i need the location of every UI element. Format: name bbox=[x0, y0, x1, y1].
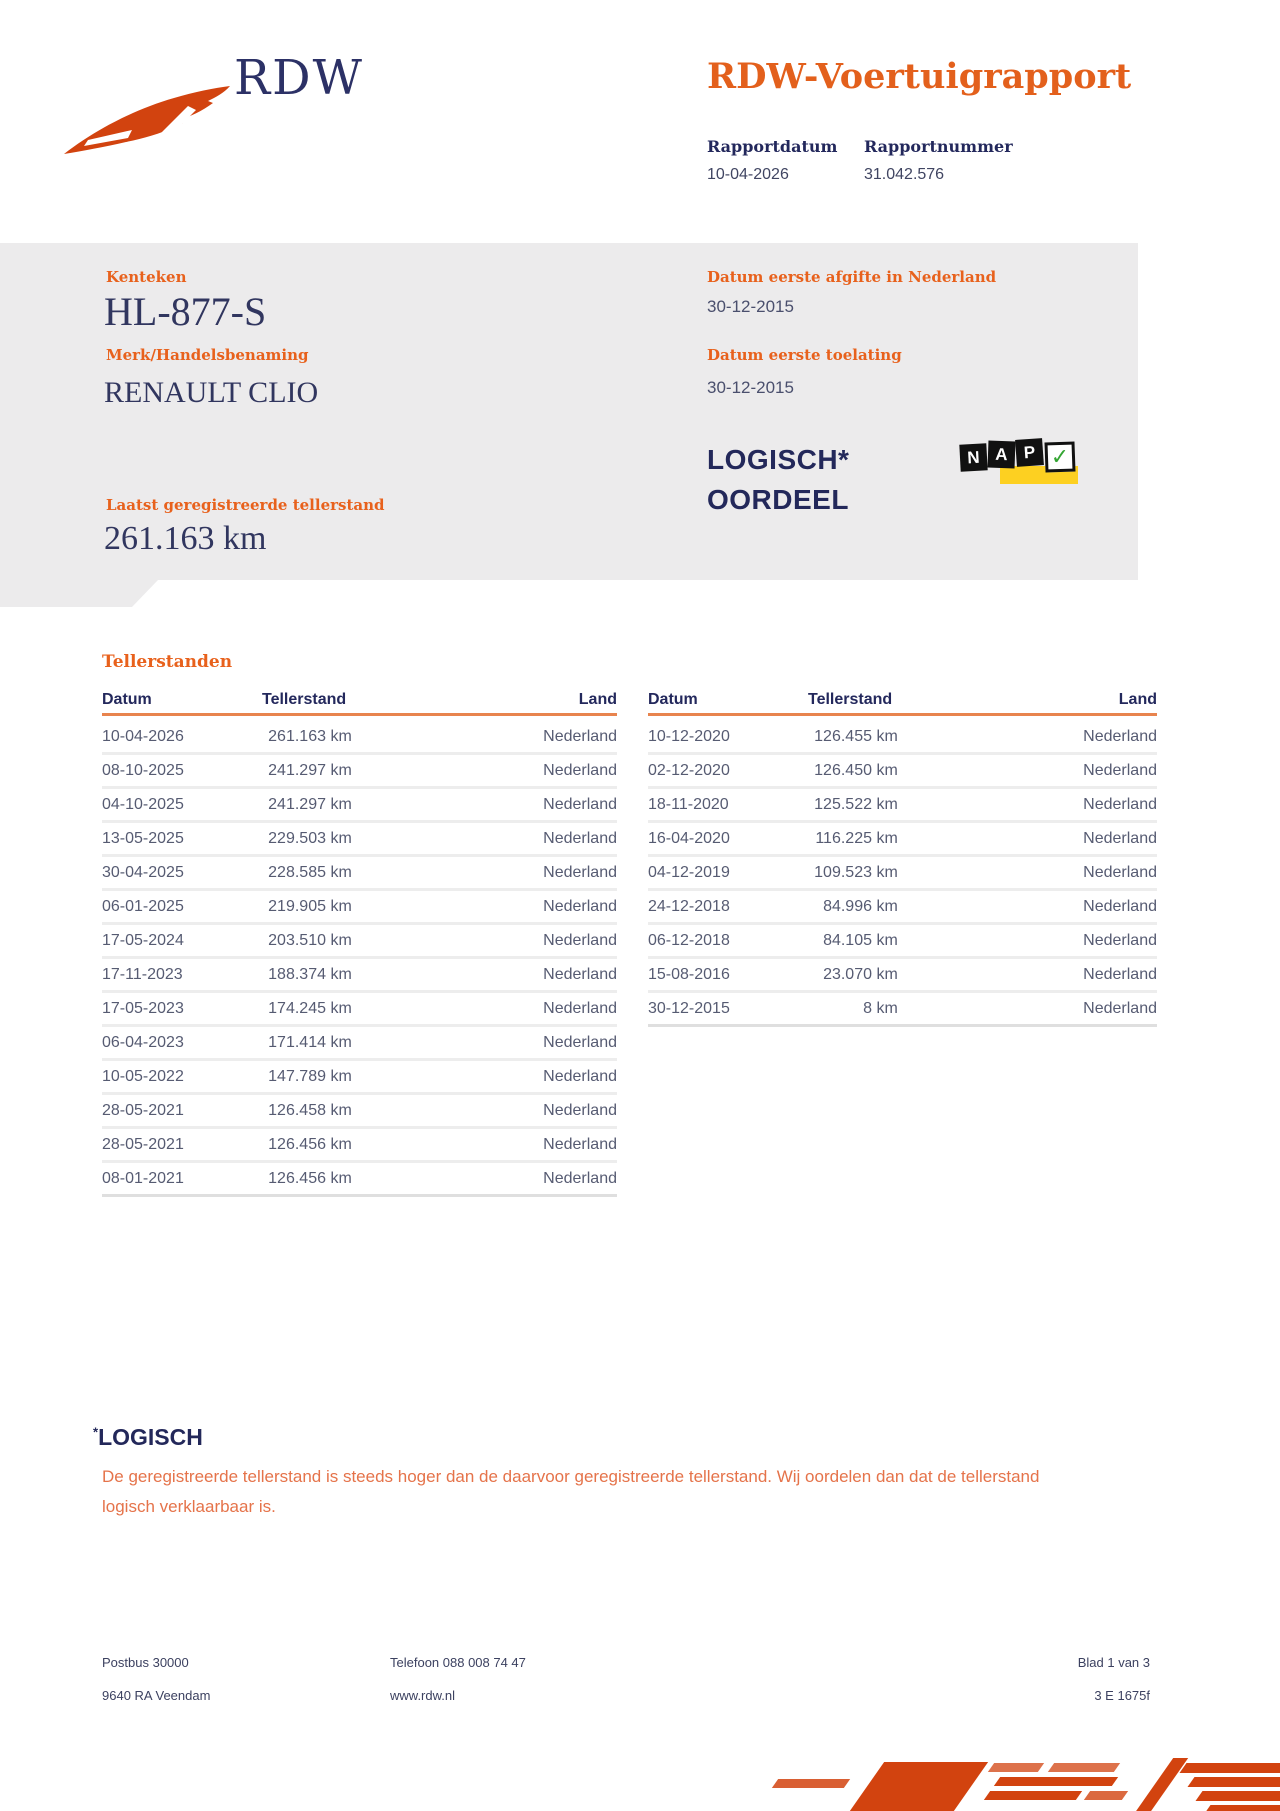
row-tellerstand: 126.450 km bbox=[814, 761, 898, 779]
table-row bbox=[648, 823, 1157, 857]
column-header-tellerstand: Tellerstand bbox=[262, 691, 347, 708]
report-date-value: 10-04-2026 bbox=[707, 166, 789, 183]
row-tellerstand: 171.414 km bbox=[268, 1033, 352, 1051]
table-row bbox=[102, 1129, 617, 1163]
row-datum: 08-01-2021 bbox=[102, 1169, 184, 1187]
row-land: Nederland bbox=[543, 727, 617, 745]
table-row bbox=[102, 755, 617, 789]
row-tellerstand: 84.996 km bbox=[823, 897, 898, 915]
logisch-explanation-heading bbox=[93, 1424, 203, 1451]
table-body bbox=[102, 716, 617, 1197]
row-land: Nederland bbox=[1083, 795, 1157, 813]
tellerstand-value: 261.163 km bbox=[104, 520, 267, 557]
page-title: RDW-Voertuigrapport bbox=[707, 56, 1132, 97]
table-row bbox=[648, 993, 1157, 1027]
row-tellerstand: 203.510 km bbox=[268, 931, 352, 949]
row-land: Nederland bbox=[1083, 727, 1157, 745]
row-tellerstand: 84.105 km bbox=[823, 931, 898, 949]
footer-address-line2: 9640 RA Veendam bbox=[102, 1688, 211, 1703]
footer-website[interactable]: www.rdw.nl bbox=[390, 1688, 456, 1703]
table-row bbox=[648, 857, 1157, 891]
row-datum: 13-05-2025 bbox=[102, 829, 184, 847]
table-row bbox=[102, 721, 617, 755]
row-datum: 06-01-2025 bbox=[102, 897, 184, 915]
row-land: Nederland bbox=[1083, 999, 1157, 1017]
table-row bbox=[648, 925, 1157, 959]
row-land: Nederland bbox=[543, 999, 617, 1017]
row-land: Nederland bbox=[1083, 761, 1157, 779]
tellerstanden-heading: Tellerstanden bbox=[102, 652, 233, 672]
table-row bbox=[648, 789, 1157, 823]
row-land: Nederland bbox=[543, 1033, 617, 1051]
merk-label: Merk/Handelsbenaming bbox=[106, 346, 309, 364]
footer-page-number: Blad 1 van 3 bbox=[1077, 1655, 1150, 1670]
row-tellerstand: 188.374 km bbox=[268, 965, 352, 983]
kenteken-label: Kenteken bbox=[106, 268, 187, 286]
row-land: Nederland bbox=[543, 863, 617, 881]
row-land: Nederland bbox=[543, 1135, 617, 1153]
nap-logo bbox=[960, 440, 1078, 490]
row-datum: 24-12-2018 bbox=[648, 897, 730, 915]
row-tellerstand: 126.458 km bbox=[268, 1101, 352, 1119]
footer-swoosh-graphic bbox=[735, 1758, 1280, 1811]
row-datum: 10-05-2022 bbox=[102, 1067, 184, 1085]
row-tellerstand: 147.789 km bbox=[268, 1067, 352, 1085]
row-datum: 04-12-2019 bbox=[648, 863, 730, 881]
row-tellerstand: 241.297 km bbox=[268, 795, 352, 813]
report-date-label: Rapportdatum bbox=[707, 137, 838, 156]
table-header bbox=[648, 680, 1157, 716]
row-land: Nederland bbox=[543, 897, 617, 915]
row-land: Nederland bbox=[543, 965, 617, 983]
row-tellerstand: 126.456 km bbox=[268, 1169, 352, 1187]
footer-phone: Telefoon 088 008 74 47 bbox=[390, 1655, 526, 1670]
table-row bbox=[102, 891, 617, 925]
row-tellerstand: 219.905 km bbox=[268, 897, 352, 915]
nap-check-icon: ✓ bbox=[1044, 441, 1075, 472]
row-tellerstand: 23.070 km bbox=[823, 965, 898, 983]
column-header-datum: Datum bbox=[648, 691, 698, 708]
column-header-land: Land bbox=[578, 691, 617, 708]
table-header bbox=[102, 680, 617, 716]
row-land: Nederland bbox=[543, 1169, 617, 1187]
logisch-heading-text: LOGISCH bbox=[98, 1424, 203, 1450]
row-datum: 17-11-2023 bbox=[102, 965, 183, 983]
row-tellerstand: 174.245 km bbox=[268, 999, 352, 1017]
nap-letter-n: N bbox=[959, 443, 987, 471]
row-datum: 02-12-2020 bbox=[648, 761, 730, 779]
row-tellerstand: 126.456 km bbox=[268, 1135, 352, 1153]
column-header-datum: Datum bbox=[102, 691, 152, 708]
row-land: Nederland bbox=[543, 761, 617, 779]
row-land: Nederland bbox=[1083, 965, 1157, 983]
table-row bbox=[102, 1163, 617, 1197]
row-datum: 10-04-2026 bbox=[102, 727, 184, 745]
table-row bbox=[102, 959, 617, 993]
row-datum: 16-04-2020 bbox=[648, 829, 730, 847]
column-header-land: Land bbox=[1118, 691, 1157, 708]
row-datum: 06-12-2018 bbox=[648, 931, 730, 949]
logisch-explanation-text: De geregistreerde tellerstand is steeds hoger dan de daarvoor geregistreerde tellerstand. Wij oordelen dan dat de tellerstand logisch verklaarbaar is. bbox=[102, 1467, 1040, 1516]
table-row bbox=[102, 925, 617, 959]
table-row bbox=[102, 1027, 617, 1061]
afgifte-value: 30-12-2015 bbox=[707, 297, 794, 316]
row-land: Nederland bbox=[543, 931, 617, 949]
row-datum: 15-08-2016 bbox=[648, 965, 730, 983]
tellerstand-label: Laatst geregistreerde tellerstand bbox=[106, 496, 385, 514]
row-land: Nederland bbox=[543, 795, 617, 813]
row-datum: 10-12-2020 bbox=[648, 727, 730, 745]
asterisk: * bbox=[93, 1424, 99, 1440]
table-row bbox=[102, 857, 617, 891]
report-number-value: 31.042.576 bbox=[864, 166, 945, 183]
merk-value: RENAULT CLIO bbox=[104, 376, 319, 409]
tellerstanden-table-left bbox=[102, 680, 617, 1197]
table-row bbox=[102, 823, 617, 857]
row-land: Nederland bbox=[543, 1067, 617, 1085]
row-datum: 18-11-2020 bbox=[648, 795, 729, 813]
row-datum: 04-10-2025 bbox=[102, 795, 184, 813]
row-datum: 17-05-2023 bbox=[102, 999, 184, 1017]
row-datum: 30-04-2025 bbox=[102, 863, 184, 881]
rdw-logo-text: RDW bbox=[234, 50, 364, 106]
footer-form-code: 3 E 1675f bbox=[1094, 1688, 1150, 1703]
row-datum: 08-10-2025 bbox=[102, 761, 184, 779]
row-tellerstand: 229.503 km bbox=[268, 829, 352, 847]
row-datum: 28-05-2021 bbox=[102, 1101, 184, 1119]
table-row bbox=[102, 1095, 617, 1129]
tellerstanden-table-right bbox=[648, 680, 1157, 1027]
nap-letter-p: P bbox=[1015, 438, 1044, 467]
row-land: Nederland bbox=[1083, 863, 1157, 881]
row-tellerstand: 116.225 km bbox=[815, 829, 898, 847]
table-row bbox=[648, 755, 1157, 789]
kenteken-value: HL-877-S bbox=[104, 289, 267, 334]
rdw-logo-swoosh-icon bbox=[62, 84, 232, 158]
row-tellerstand: 8 km bbox=[863, 999, 898, 1017]
row-land: Nederland bbox=[543, 1101, 617, 1119]
column-header-tellerstand: Tellerstand bbox=[808, 691, 893, 708]
panel-corner-decoration bbox=[0, 580, 158, 607]
verdict-line1: LOGISCH* bbox=[707, 444, 850, 475]
row-tellerstand: 261.163 km bbox=[268, 727, 352, 745]
verdict-line2: OORDEEL bbox=[707, 484, 849, 515]
row-tellerstand: 125.522 km bbox=[814, 795, 898, 813]
row-land: Nederland bbox=[1083, 931, 1157, 949]
row-datum: 30-12-2015 bbox=[648, 999, 730, 1017]
row-datum: 28-05-2021 bbox=[102, 1135, 184, 1153]
afgifte-label: Datum eerste afgifte in Nederland bbox=[707, 268, 997, 286]
row-land: Nederland bbox=[1083, 829, 1157, 847]
row-tellerstand: 109.523 km bbox=[814, 863, 898, 881]
row-tellerstand: 241.297 km bbox=[268, 761, 352, 779]
row-tellerstand: 228.585 km bbox=[268, 863, 352, 881]
footer-address-line1: Postbus 30000 bbox=[102, 1655, 189, 1670]
row-tellerstand: 126.455 km bbox=[814, 727, 898, 745]
table-row bbox=[102, 993, 617, 1027]
row-datum: 06-04-2023 bbox=[102, 1033, 184, 1051]
table-row bbox=[648, 891, 1157, 925]
table-row bbox=[102, 1061, 617, 1095]
table-row bbox=[648, 721, 1157, 755]
row-land: Nederland bbox=[543, 829, 617, 847]
row-datum: 17-05-2024 bbox=[102, 931, 184, 949]
row-land: Nederland bbox=[1083, 897, 1157, 915]
nap-letter-a: A bbox=[988, 441, 1016, 469]
toelating-value: 30-12-2015 bbox=[707, 378, 794, 397]
report-number-label: Rapportnummer bbox=[864, 137, 1013, 156]
table-row bbox=[648, 959, 1157, 993]
table-row bbox=[102, 789, 617, 823]
toelating-label: Datum eerste toelating bbox=[707, 346, 902, 364]
table-body bbox=[648, 716, 1157, 1027]
